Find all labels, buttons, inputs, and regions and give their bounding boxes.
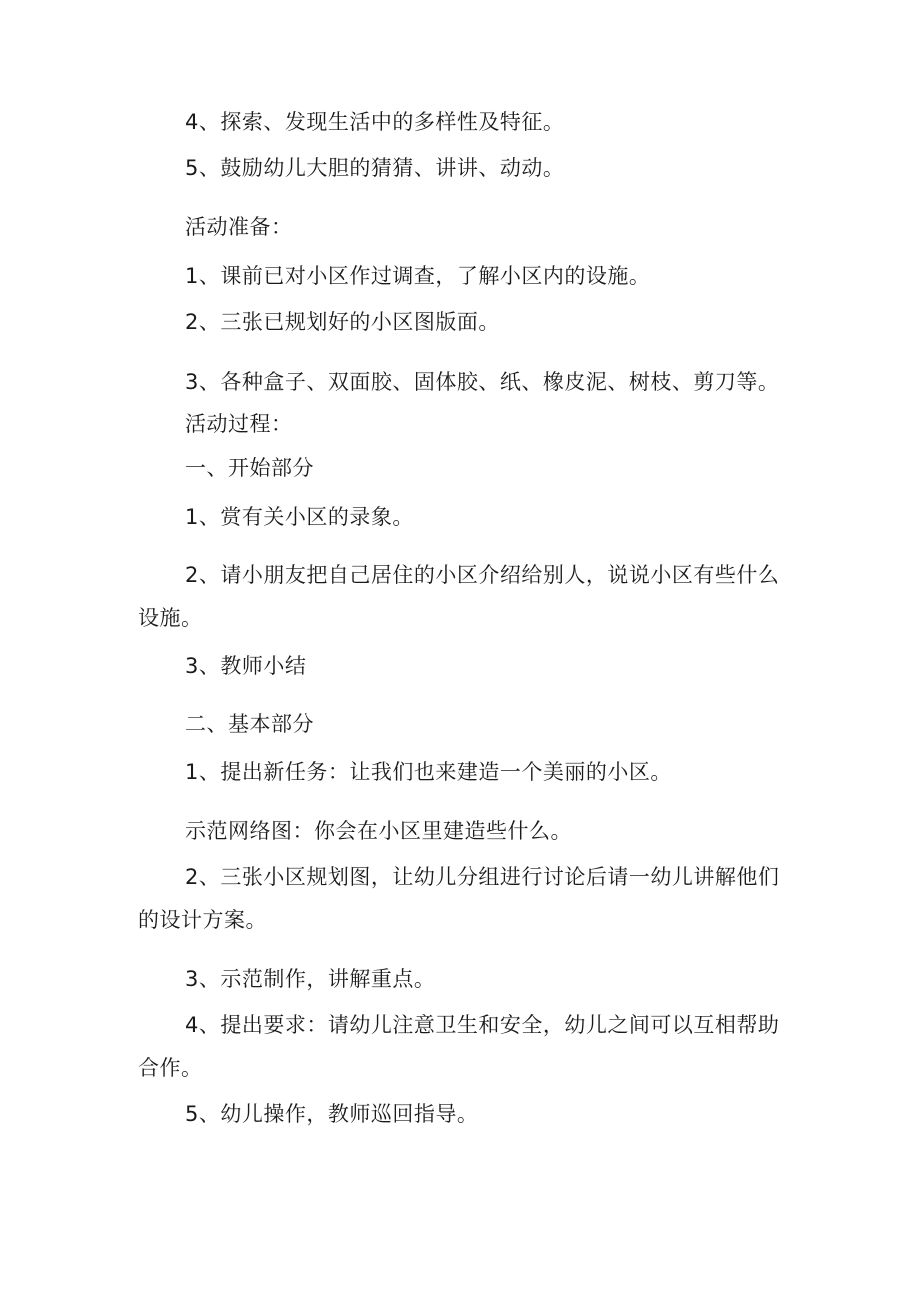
subsection-heading-opening: 一、开始部分 xyxy=(185,456,314,480)
basic-item-2-continued: 的设计方案。 xyxy=(138,908,267,932)
section-heading-process: 活动过程： xyxy=(185,412,293,436)
section-heading-preparation: 活动准备： xyxy=(185,215,293,239)
subsection-heading-basic: 二、基本部分 xyxy=(185,712,314,736)
objective-item-4: 4、探索、发现生活中的多样性及特征。 xyxy=(185,110,565,134)
opening-item-2-continued: 设施。 xyxy=(138,606,203,630)
basic-item-2: 2、三张小区规划图，让幼儿分组进行讨论后请一幼儿讲解他们 xyxy=(185,865,780,889)
preparation-item-3: 3、各种盒子、双面胶、固体胶、纸、橡皮泥、树枝、剪刀等。 xyxy=(185,370,780,394)
basic-item-4: 4、提出要求：请幼儿注意卫生和安全，幼儿之间可以互相帮助 xyxy=(185,1013,780,1037)
basic-item-3: 3、示范制作，讲解重点。 xyxy=(185,967,436,991)
basic-item-5: 5、幼儿操作，教师巡回指导。 xyxy=(185,1102,479,1126)
objective-item-5: 5、鼓励幼儿大胆的猜猜、讲讲、动动。 xyxy=(185,156,565,180)
basic-item-4-continued: 合作。 xyxy=(138,1056,203,1080)
basic-item-1: 1、提出新任务：让我们也来建造一个美丽的小区。 xyxy=(185,760,672,784)
basic-network-diagram: 示范网络图：你会在小区里建造些什么。 xyxy=(185,819,572,843)
opening-item-2: 2、请小朋友把自己居住的小区介绍给别人，说说小区有些什么 xyxy=(185,563,780,587)
opening-item-1: 1、赏有关小区的录象。 xyxy=(185,505,414,529)
preparation-item-1: 1、课前已对小区作过调查，了解小区内的设施。 xyxy=(185,264,651,288)
opening-item-3: 3、教师小结 xyxy=(185,654,307,678)
preparation-item-2: 2、三张已规划好的小区图版面。 xyxy=(185,310,500,334)
